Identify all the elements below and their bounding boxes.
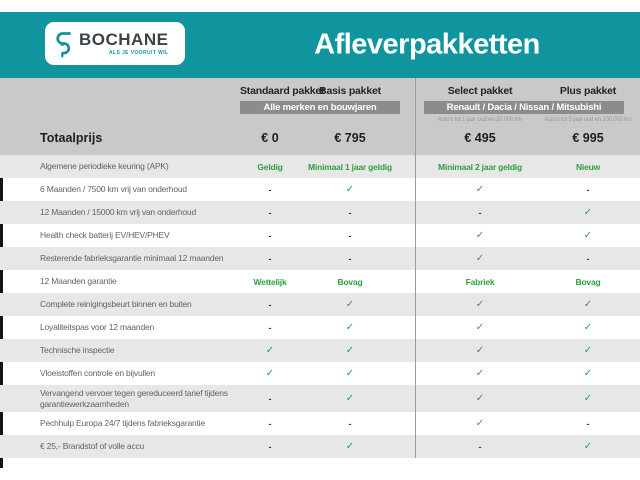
check-icon: ✓	[265, 345, 275, 356]
header-bar	[0, 12, 640, 78]
column-header-select: Select pakket	[447, 85, 513, 97]
price-standaard: € 0	[261, 131, 279, 145]
badge-renault-group: Renault / Dacia / Nissan / Mitsubishi	[424, 101, 624, 114]
dash-icon: -	[268, 393, 272, 404]
row-label: Health check batterij EV/HEV/PHEV	[40, 230, 170, 241]
check-icon: ✓	[345, 322, 355, 333]
table-header-band	[0, 78, 640, 157]
row-label: Loyaliteitspas voor 12 maanden	[40, 322, 155, 333]
price-basis: € 795	[334, 131, 366, 145]
value-text: Nieuw	[575, 161, 601, 172]
table-row	[0, 201, 640, 224]
row-label: € 25,- Brandstof of volle accu	[40, 441, 145, 452]
check-icon: ✓	[583, 299, 593, 310]
dash-icon: -	[268, 184, 272, 195]
check-icon: ✓	[475, 299, 485, 310]
table-row	[0, 224, 640, 247]
value-text: Bovag	[575, 276, 601, 287]
dash-icon: -	[268, 441, 272, 452]
check-icon: ✓	[475, 345, 485, 356]
column-header-basis: Basis pakket	[319, 85, 381, 97]
table-row	[0, 178, 640, 201]
check-icon: ✓	[345, 345, 355, 356]
dash-icon: -	[586, 184, 590, 195]
table-row	[0, 316, 640, 339]
table-row	[0, 293, 640, 316]
row-label: Vervangend vervoer tegen gereduceerd tarief tijdens garantiewerkzaamheden	[40, 388, 228, 409]
check-icon: ✓	[345, 368, 355, 379]
row-label: 6 Maanden / 7500 km vrij van onderhoud	[40, 184, 187, 195]
badge-all-brands: Alle merken en bouwjaren	[240, 101, 400, 114]
table-row	[0, 385, 640, 412]
condition-select: Auto's tot 1 jaar oud en 20.000 km	[437, 116, 523, 123]
total-price-row	[0, 127, 640, 149]
check-icon: ✓	[583, 345, 593, 356]
table-row	[0, 339, 640, 362]
row-label: 12 Maanden / 15000 km vrij van onderhoud	[40, 207, 196, 218]
total-price-label: Totaalprijs	[40, 131, 103, 145]
page-title: Afleverpakketten	[314, 28, 540, 61]
check-icon: ✓	[583, 368, 593, 379]
table-row	[0, 270, 640, 293]
row-label: Complete reinigingsbeurt binnen en buiten	[40, 299, 192, 310]
value-text: Geldig	[257, 161, 283, 172]
price-select: € 495	[464, 131, 496, 145]
row-label: Resterende fabrieksgarantie minimaal 12 maanden	[40, 253, 224, 264]
value-text: Minimaal 2 jaar geldig	[438, 161, 522, 172]
check-icon: ✓	[475, 368, 485, 379]
dash-icon: -	[268, 207, 272, 218]
dash-icon: -	[478, 441, 482, 452]
value-text: Bovag	[337, 276, 363, 287]
dash-icon: -	[586, 253, 590, 264]
table-row	[0, 362, 640, 385]
dash-icon: -	[268, 253, 272, 264]
group-divider-line	[415, 78, 416, 458]
dash-icon: -	[268, 299, 272, 310]
check-icon: ✓	[345, 441, 355, 453]
row-label: Vloeistoffen controle en bijvullen	[40, 368, 155, 379]
price-plus: € 995	[572, 131, 604, 145]
row-label: Technische inspectie	[40, 345, 115, 356]
dash-icon: -	[348, 230, 352, 241]
bochane-logo	[45, 22, 185, 65]
dash-icon: -	[268, 322, 272, 333]
check-icon: ✓	[583, 393, 593, 405]
dash-icon: -	[348, 207, 352, 218]
group-badge-row	[0, 100, 640, 115]
row-label: 12 Maanden garantie	[40, 276, 117, 287]
table-row	[0, 435, 640, 458]
check-icon: ✓	[475, 418, 485, 430]
value-text: Minimaal 1 jaar geldig	[308, 161, 392, 172]
dash-icon: -	[478, 207, 482, 218]
table-row	[0, 247, 640, 270]
dash-icon: -	[268, 230, 272, 241]
check-icon: ✓	[475, 230, 485, 241]
value-text: Wettelijk	[253, 276, 287, 287]
brand-name: BOCHANE	[79, 30, 169, 49]
bochane-brand-icon	[55, 30, 75, 58]
check-icon: ✓	[583, 441, 593, 453]
check-icon: ✓	[475, 322, 485, 333]
dash-icon: -	[268, 418, 272, 429]
package-name-row	[0, 83, 640, 99]
brand-tagline: ALS JE VOORUIT WIL	[109, 50, 169, 56]
dash-icon: -	[348, 253, 352, 264]
conditions-row	[0, 115, 640, 124]
check-icon: ✓	[475, 253, 485, 264]
column-header-plus: Plus pakket	[559, 85, 617, 97]
dash-icon: -	[586, 418, 590, 429]
feature-rows	[0, 155, 640, 458]
logo-text	[79, 31, 168, 56]
check-icon: ✓	[345, 299, 355, 310]
column-header-standaard: Standaard pakket	[240, 85, 325, 97]
row-label: Pechhulp Europa 24/7 tijdens fabrieksgarantie	[40, 418, 205, 429]
check-icon: ✓	[345, 184, 355, 195]
dash-icon: -	[348, 418, 352, 429]
value-text: Fabriek	[465, 276, 495, 287]
condition-plus: Auto's tot 5 jaar oud en 100.000 km	[544, 116, 632, 123]
table-row	[0, 412, 640, 435]
check-icon: ✓	[475, 393, 485, 405]
check-icon: ✓	[583, 230, 593, 241]
check-icon: ✓	[345, 393, 355, 405]
row-label: Algemene periodieke keuring (APK)	[40, 161, 169, 172]
table-row	[0, 155, 640, 178]
check-icon: ✓	[475, 184, 485, 195]
check-icon: ✓	[583, 322, 593, 333]
check-icon: ✓	[265, 368, 275, 379]
check-icon: ✓	[583, 207, 593, 218]
